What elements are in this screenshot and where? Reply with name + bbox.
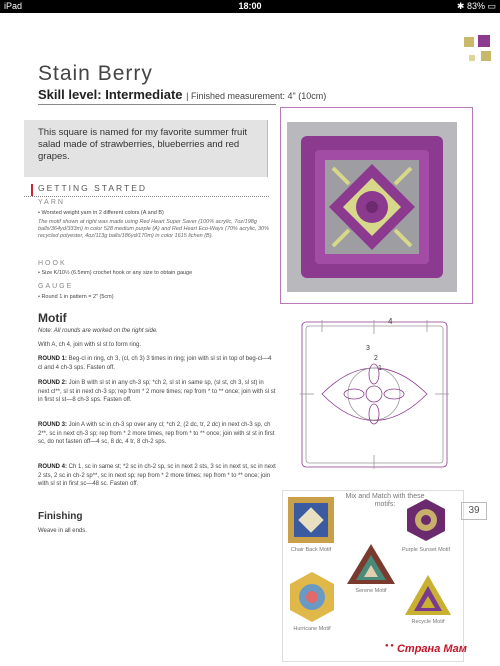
round-1 xyxy=(38,355,276,372)
motif-caption-recycle: Recycle Motif xyxy=(411,619,445,625)
deco-square xyxy=(469,55,475,61)
diagram-label-4: 4 xyxy=(388,317,393,326)
battery-indicator: ✱ 83% ▭ xyxy=(456,1,496,11)
round-3-text: Join A with sc in ch-3 sp over any cl; *ch 2, (2 dc, tr, 2 dc) in next ch-3 sp, ch 2**, sc in next ch-3 sp; rep from * 2 more times, rep from * to ** once; join with sl st in first sc, do not fasten off—4 sc, 8 dc, 4 tr, 8 ch-2 sps. xyxy=(38,422,275,445)
motif-heading: Motif xyxy=(38,311,67,325)
motif-caption-chair-back: Chair Back Motif xyxy=(290,547,332,553)
crochet-diagram xyxy=(292,312,457,477)
device-label: iPad xyxy=(4,1,23,11)
diagram-label-1: 1 xyxy=(378,365,382,372)
skill-level: Skill level: Intermediate xyxy=(38,87,183,102)
clock: 18:00 xyxy=(238,1,262,11)
motif-thumb-chair-back[interactable] xyxy=(288,497,334,543)
mix-and-match-title: Mix and Match with these motifs: xyxy=(345,493,425,508)
gauge-line-1: • Round 1 in pattern = 2" (5cm) xyxy=(38,294,114,300)
pattern-subtitle: Skill level: Intermediate | Finished measurement: 4" (10cm) xyxy=(38,87,327,102)
motif-thumb-recycle[interactable] xyxy=(404,574,452,616)
motif-start: With A, ch 4, join with sl st to form ring. xyxy=(38,342,142,348)
getting-started-heading: GETTING STARTED xyxy=(38,183,148,193)
diagram-label-2: 2 xyxy=(374,355,378,362)
yarn-line-1: • Worsted weight yarn in 2 different colors (A and B) xyxy=(38,210,164,216)
motif-thumb-serene[interactable] xyxy=(346,543,396,585)
diagram-label-3: 3 xyxy=(366,345,370,352)
page-number: 39 xyxy=(461,502,487,520)
motif-thumb-purple-sunset[interactable] xyxy=(403,497,449,543)
section-divider xyxy=(24,196,269,197)
gauge-heading: GAUGE xyxy=(38,283,74,290)
deco-square xyxy=(478,35,490,47)
round-1-text: Beg-cl in ring, ch 3, (cl, ch 3) 3 times in ring; join with sl st in top of beg-cl—4 cl and 4 ch-3 sps. Fasten off. xyxy=(38,356,272,371)
watermark-text: Страна Мам xyxy=(396,643,467,655)
motif-caption-serene: Serene Motif xyxy=(355,588,387,594)
finishing-heading: Finishing xyxy=(38,511,83,522)
round-3 xyxy=(38,421,276,447)
hook-line-1: • Size K/10½ (6.5mm) crochet hook or any size to obtain gauge xyxy=(38,270,193,276)
finishing-text: Weave in all ends. xyxy=(38,528,87,534)
motif-caption-hurricane: Hurricane Motif xyxy=(293,626,331,632)
intro-box xyxy=(24,120,268,177)
intro-text: This square is named for my favorite summer fruit salad made of strawberries, blueberries and red grapes. xyxy=(38,127,248,162)
pattern-title: Stain Berry xyxy=(38,62,153,85)
motif-caption-purple-sunset: Purple Sunset Motif xyxy=(402,547,450,553)
motif-thumb-hurricane[interactable] xyxy=(286,571,338,623)
hook-heading: HOOK xyxy=(38,260,67,267)
watermark: ● ● Страна Мам xyxy=(385,643,467,655)
round-4-label: ROUND 4: xyxy=(38,464,68,470)
deco-square xyxy=(464,37,474,47)
title-divider xyxy=(38,104,276,105)
motif-note: Note: All rounds are worked on the right side. xyxy=(38,328,158,334)
round-4 xyxy=(38,463,276,489)
motif-photo xyxy=(287,122,457,292)
round-2-label: ROUND 2: xyxy=(38,380,68,386)
deco-square xyxy=(481,51,491,61)
round-4-text: Ch 1, sc in same st; *2 sc in ch-2 sp, sc in next 2 sts, 3 sc in next st, sc in next 2 sts, 2 sc in ch-2 sp**, sc in next sp; rep from * 2 more times; rep from * to ** once; join with sl st in first sc—48 sc. Fasten off. xyxy=(38,464,276,487)
section-marker xyxy=(31,184,33,196)
round-2-text: Join B with sl st in any ch-3 sp; *ch 2, sl st in same sp, (sl st, ch 3, sl st) in next cl**, sl st in next ch-3 sp; rep from * 2 more times; rep from * to ** once; join with sl st in first sl st—8 ch-3 sps. Fasten off. xyxy=(38,380,276,403)
battery-level: 83% xyxy=(466,1,485,11)
round-2 xyxy=(38,379,276,405)
yarn-line-2: The motif shown at right was made using Red Heart Super Saver (100% acrylic, 7oz/198g balls/364yd/333m) in color 528 medium purple (A) and Red Heart Eco-Ways (70% acrylic, 30% recycled polyester, 4oz/113g balls/186yd/170m) in color 1615 lichen (B). xyxy=(38,219,270,239)
finished-measurement: Finished measurement: 4" (10cm) xyxy=(190,91,327,101)
status-bar xyxy=(0,0,500,13)
round-1-label: ROUND 1: xyxy=(38,356,68,362)
round-3-label: ROUND 3: xyxy=(38,422,68,428)
yarn-heading: YARN xyxy=(38,199,65,206)
